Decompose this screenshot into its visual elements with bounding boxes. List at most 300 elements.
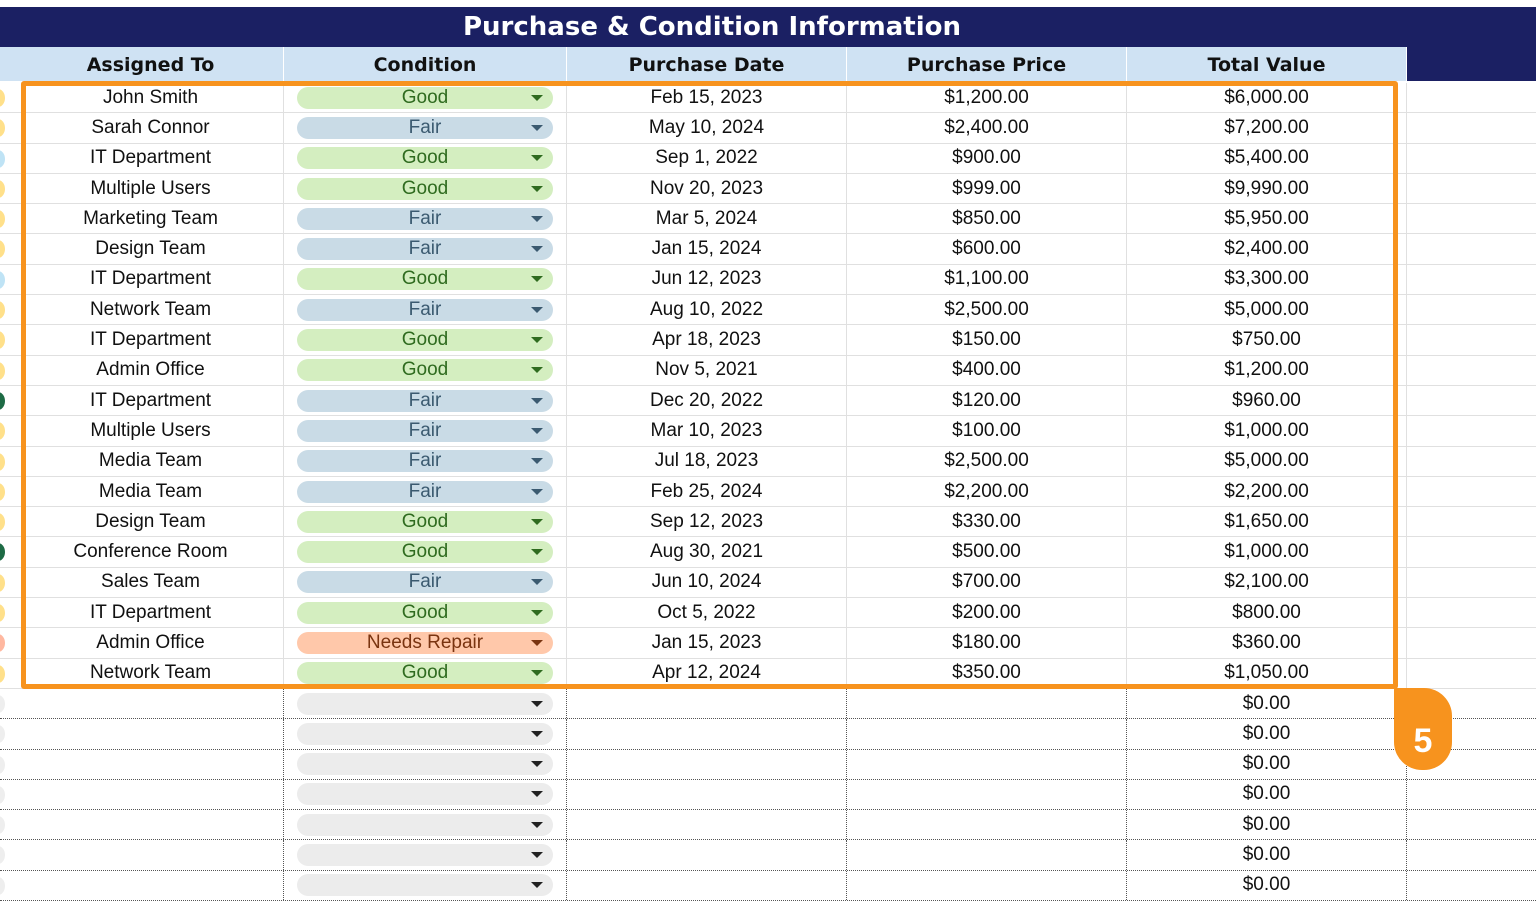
cell-condition[interactable]	[284, 204, 567, 233]
condition-dropdown[interactable]	[297, 662, 553, 684]
dropdown-caret-icon[interactable]	[531, 610, 543, 616]
header-assigned-to[interactable]: Assigned To	[18, 47, 284, 81]
cell-purchase-date[interactable]	[567, 871, 847, 900]
row-gutter	[0, 144, 18, 173]
cell-assigned-to[interactable]: Sales Team	[18, 568, 284, 597]
cell-total-value[interactable]: $5,000.00	[1127, 447, 1407, 476]
table-row	[0, 659, 1536, 689]
row-gutter	[0, 871, 18, 900]
dropdown-caret-icon[interactable]	[531, 186, 543, 192]
cell-total-value[interactable]: $2,400.00	[1127, 234, 1407, 263]
cell-purchase-price[interactable]: $2,200.00	[847, 477, 1127, 506]
condition-dropdown[interactable]	[297, 208, 553, 230]
cell-condition[interactable]	[284, 810, 567, 839]
row-status-dot	[0, 786, 5, 804]
cell-purchase-date[interactable]: Dec 20, 2022	[567, 386, 847, 415]
cell-total-value[interactable]: $1,000.00	[1127, 416, 1407, 445]
cell-total-value[interactable]: $2,200.00	[1127, 477, 1407, 506]
cell-total-value[interactable]: $750.00	[1127, 325, 1407, 354]
cell-assigned-to[interactable]	[18, 871, 284, 900]
cell-purchase-date[interactable]	[567, 750, 847, 779]
cell-assigned-to[interactable]: IT Department	[18, 325, 284, 354]
cell-total-value[interactable]: $1,050.00	[1127, 659, 1407, 688]
cell-assigned-to[interactable]	[18, 689, 284, 718]
table-row	[0, 568, 1536, 598]
cell-purchase-price[interactable]	[847, 810, 1127, 839]
cell-assigned-to[interactable]: Multiple Users	[18, 416, 284, 445]
cell-assigned-to[interactable]	[18, 810, 284, 839]
cell-extra[interactable]	[1407, 507, 1536, 536]
row-gutter	[0, 477, 18, 506]
condition-value: Good	[401, 541, 449, 563]
cell-assigned-to[interactable]: Media Team	[18, 447, 284, 476]
header-purchase-price[interactable]: Purchase Price	[847, 47, 1127, 81]
cell-extra[interactable]	[1407, 659, 1536, 688]
dropdown-caret-icon[interactable]	[531, 307, 543, 313]
condition-dropdown[interactable]	[297, 511, 553, 533]
table-row	[0, 537, 1536, 567]
condition-dropdown[interactable]	[297, 723, 553, 745]
cell-assigned-to[interactable]: Sarah Connor	[18, 113, 284, 142]
cell-purchase-price[interactable]: $400.00	[847, 356, 1127, 385]
cell-total-value[interactable]: $0.00	[1127, 780, 1407, 809]
cell-condition[interactable]	[284, 174, 567, 203]
cell-total-value[interactable]: $2,100.00	[1127, 568, 1407, 597]
cell-purchase-date[interactable]: Jan 15, 2024	[567, 234, 847, 263]
condition-dropdown[interactable]	[297, 238, 553, 260]
cell-purchase-date[interactable]: Feb 25, 2024	[567, 477, 847, 506]
condition-dropdown[interactable]	[297, 571, 553, 593]
condition-value: Good	[401, 86, 449, 108]
dropdown-caret-icon[interactable]	[531, 640, 543, 646]
cell-extra[interactable]	[1407, 477, 1536, 506]
condition-dropdown[interactable]	[297, 753, 553, 775]
cell-condition[interactable]	[284, 719, 567, 748]
cell-total-value[interactable]: $9,990.00	[1127, 174, 1407, 203]
cell-assigned-to[interactable]	[18, 780, 284, 809]
cell-purchase-price[interactable]	[847, 780, 1127, 809]
cell-purchase-price[interactable]: $1,100.00	[847, 265, 1127, 294]
cell-extra[interactable]	[1407, 416, 1536, 445]
condition-value: Needs Repair	[366, 631, 484, 653]
cell-condition[interactable]	[284, 659, 567, 688]
row-status-dot	[0, 846, 5, 864]
cell-extra[interactable]	[1407, 265, 1536, 294]
cell-condition[interactable]	[284, 447, 567, 476]
cell-condition[interactable]	[284, 265, 567, 294]
row-status-dot	[0, 89, 5, 107]
row-gutter	[0, 840, 18, 869]
cell-total-value[interactable]: $5,000.00	[1127, 295, 1407, 324]
row-status-dot	[0, 816, 5, 834]
cell-purchase-price[interactable]: $180.00	[847, 628, 1127, 657]
condition-value: Good	[401, 601, 449, 623]
cell-condition[interactable]	[284, 386, 567, 415]
row-status-dot	[0, 634, 5, 652]
cell-total-value[interactable]: $6,000.00	[1127, 83, 1407, 112]
cell-purchase-date[interactable]: Jun 10, 2024	[567, 568, 847, 597]
cell-extra[interactable]	[1407, 628, 1536, 657]
cell-condition[interactable]	[284, 871, 567, 900]
cell-purchase-date[interactable]: Oct 5, 2022	[567, 598, 847, 627]
table-row	[0, 628, 1536, 658]
condition-value: Fair	[408, 238, 442, 260]
dropdown-caret-icon[interactable]	[531, 822, 543, 828]
cell-purchase-price[interactable]: $900.00	[847, 144, 1127, 173]
right-header-fill	[1406, 7, 1536, 81]
cell-purchase-date[interactable]: Jun 12, 2023	[567, 265, 847, 294]
condition-value: Good	[401, 359, 449, 381]
cell-condition[interactable]	[284, 628, 567, 657]
dropdown-caret-icon[interactable]	[531, 791, 543, 797]
row-status-dot	[0, 150, 5, 168]
cell-total-value[interactable]: $960.00	[1127, 386, 1407, 415]
dropdown-caret-icon[interactable]	[531, 701, 543, 707]
condition-dropdown[interactable]	[297, 783, 553, 805]
cell-total-value[interactable]: $0.00	[1127, 840, 1407, 869]
row-gutter	[0, 416, 18, 445]
cell-extra[interactable]	[1407, 447, 1536, 476]
cell-extra[interactable]	[1407, 537, 1536, 566]
condition-dropdown[interactable]	[297, 147, 553, 169]
dropdown-caret-icon[interactable]	[531, 367, 543, 373]
condition-dropdown[interactable]	[297, 420, 553, 442]
cell-purchase-date[interactable]: Jan 15, 2023	[567, 628, 847, 657]
dropdown-caret-icon[interactable]	[531, 337, 543, 343]
empty-table-row	[0, 750, 1536, 780]
condition-value: Fair	[408, 571, 442, 593]
cell-purchase-date[interactable]	[567, 810, 847, 839]
cell-total-value[interactable]: $5,400.00	[1127, 144, 1407, 173]
condition-dropdown[interactable]	[297, 844, 553, 866]
dropdown-caret-icon[interactable]	[531, 549, 543, 555]
table-row	[0, 174, 1536, 204]
condition-dropdown[interactable]	[297, 359, 553, 381]
cell-purchase-date[interactable]: May 10, 2024	[567, 113, 847, 142]
cell-condition[interactable]	[284, 356, 567, 385]
table-row	[0, 477, 1536, 507]
table-row	[0, 386, 1536, 416]
dropdown-caret-icon[interactable]	[531, 276, 543, 282]
cell-assigned-to[interactable]: Network Team	[18, 295, 284, 324]
cell-condition[interactable]	[284, 507, 567, 536]
empty-table-row	[0, 871, 1536, 901]
cell-purchase-date[interactable]: Nov 5, 2021	[567, 356, 847, 385]
cell-total-value[interactable]: $1,200.00	[1127, 356, 1407, 385]
cell-assigned-to[interactable]: IT Department	[18, 598, 284, 627]
dropdown-caret-icon[interactable]	[531, 428, 543, 434]
row-status-dot	[0, 240, 5, 258]
row-gutter	[0, 719, 18, 748]
cell-assigned-to[interactable]	[18, 719, 284, 748]
cell-assigned-to[interactable]: Design Team	[18, 234, 284, 263]
left-edge-subheader	[0, 47, 18, 81]
cell-assigned-to[interactable]: Design Team	[18, 507, 284, 536]
condition-dropdown[interactable]	[297, 481, 553, 503]
cell-purchase-date[interactable]	[567, 719, 847, 748]
condition-dropdown[interactable]	[297, 814, 553, 836]
cell-extra[interactable]	[1407, 174, 1536, 203]
cell-extra[interactable]	[1407, 204, 1536, 233]
condition-value: Good	[401, 329, 449, 351]
dropdown-caret-icon[interactable]	[531, 246, 543, 252]
cell-condition[interactable]	[284, 83, 567, 112]
row-gutter	[0, 234, 18, 263]
cell-purchase-date[interactable]	[567, 840, 847, 869]
cell-extra[interactable]	[1407, 598, 1536, 627]
row-gutter	[0, 659, 18, 688]
row-gutter	[0, 325, 18, 354]
row-status-dot	[0, 180, 5, 198]
cell-purchase-date[interactable]: Apr 18, 2023	[567, 325, 847, 354]
dropdown-caret-icon[interactable]	[531, 579, 543, 585]
cell-assigned-to[interactable]: Admin Office	[18, 356, 284, 385]
row-status-dot	[0, 756, 5, 774]
empty-table-row	[0, 719, 1536, 749]
cell-purchase-price[interactable]	[847, 871, 1127, 900]
dropdown-caret-icon[interactable]	[531, 95, 543, 101]
row-gutter	[0, 204, 18, 233]
cell-total-value[interactable]: $0.00	[1127, 750, 1407, 779]
cell-total-value[interactable]: $0.00	[1127, 719, 1407, 748]
condition-dropdown[interactable]	[297, 390, 553, 412]
cell-total-value[interactable]: $0.00	[1127, 689, 1407, 718]
condition-dropdown[interactable]	[297, 450, 553, 472]
cell-extra[interactable]	[1407, 568, 1536, 597]
cell-purchase-price[interactable]: $150.00	[847, 325, 1127, 354]
cell-condition[interactable]	[284, 689, 567, 718]
dropdown-caret-icon[interactable]	[531, 458, 543, 464]
row-status-dot	[0, 483, 5, 501]
row-gutter	[0, 537, 18, 566]
cell-total-value[interactable]: $0.00	[1127, 871, 1407, 900]
cell-total-value[interactable]: $1,650.00	[1127, 507, 1407, 536]
cell-condition[interactable]	[284, 477, 567, 506]
condition-dropdown[interactable]	[297, 87, 553, 109]
cell-total-value[interactable]: $3,300.00	[1127, 265, 1407, 294]
cell-purchase-price[interactable]: $330.00	[847, 507, 1127, 536]
cell-purchase-date[interactable]: Apr 12, 2024	[567, 659, 847, 688]
row-status-dot	[0, 362, 5, 380]
row-gutter	[0, 83, 18, 112]
table-row	[0, 447, 1536, 477]
condition-value: Good	[401, 268, 449, 290]
empty-table-row	[0, 840, 1536, 870]
cell-purchase-price[interactable]	[847, 689, 1127, 718]
cell-extra[interactable]	[1407, 144, 1536, 173]
step-badge: 5	[1394, 688, 1452, 770]
cell-condition[interactable]	[284, 780, 567, 809]
cell-purchase-price[interactable]: $600.00	[847, 234, 1127, 263]
cell-purchase-price[interactable]: $100.00	[847, 416, 1127, 445]
table-row	[0, 234, 1536, 264]
cell-purchase-price[interactable]: $700.00	[847, 568, 1127, 597]
cell-purchase-price[interactable]: $999.00	[847, 174, 1127, 203]
cell-extra[interactable]	[1407, 780, 1536, 809]
dropdown-caret-icon[interactable]	[531, 155, 543, 161]
condition-dropdown[interactable]	[297, 632, 553, 654]
condition-dropdown[interactable]	[297, 299, 553, 321]
cell-assigned-to[interactable]: IT Department	[18, 265, 284, 294]
cell-purchase-price[interactable]: $2,400.00	[847, 113, 1127, 142]
cell-extra[interactable]	[1407, 356, 1536, 385]
condition-dropdown[interactable]	[297, 178, 553, 200]
column-header-row	[18, 47, 1407, 81]
cell-purchase-date[interactable]	[567, 689, 847, 718]
cell-purchase-price[interactable]: $200.00	[847, 598, 1127, 627]
cell-purchase-date[interactable]: Aug 10, 2022	[567, 295, 847, 324]
cell-purchase-date[interactable]: Jul 18, 2023	[567, 447, 847, 476]
row-gutter	[0, 780, 18, 809]
cell-extra[interactable]	[1407, 840, 1536, 869]
condition-dropdown[interactable]	[297, 329, 553, 351]
table-row	[0, 325, 1536, 355]
condition-dropdown[interactable]	[297, 117, 553, 139]
dropdown-caret-icon[interactable]	[531, 489, 543, 495]
cell-extra[interactable]	[1407, 234, 1536, 263]
condition-dropdown[interactable]	[297, 874, 553, 896]
cell-purchase-date[interactable]: Mar 5, 2024	[567, 204, 847, 233]
header-purchase-date[interactable]: Purchase Date	[567, 47, 847, 81]
cell-total-value[interactable]: $360.00	[1127, 628, 1407, 657]
cell-purchase-price[interactable]: $2,500.00	[847, 447, 1127, 476]
cell-purchase-price[interactable]: $2,500.00	[847, 295, 1127, 324]
cell-total-value[interactable]: $5,950.00	[1127, 204, 1407, 233]
cell-condition[interactable]	[284, 416, 567, 445]
empty-table-row	[0, 780, 1536, 810]
cell-assigned-to[interactable]: IT Department	[18, 386, 284, 415]
cell-condition[interactable]	[284, 325, 567, 354]
cell-assigned-to[interactable]: John Smith	[18, 83, 284, 112]
cell-condition[interactable]	[284, 144, 567, 173]
row-status-dot	[0, 725, 5, 743]
cell-purchase-date[interactable]: Sep 12, 2023	[567, 507, 847, 536]
row-status-dot	[0, 271, 5, 289]
row-status-dot	[0, 604, 5, 622]
cell-condition[interactable]	[284, 113, 567, 142]
cell-purchase-date[interactable]	[567, 780, 847, 809]
cell-condition[interactable]	[284, 598, 567, 627]
condition-value: Good	[401, 662, 449, 684]
dropdown-caret-icon[interactable]	[531, 731, 543, 737]
dropdown-caret-icon[interactable]	[531, 882, 543, 888]
row-gutter	[0, 598, 18, 627]
cell-condition[interactable]	[284, 234, 567, 263]
cell-purchase-price[interactable]: $850.00	[847, 204, 1127, 233]
cell-condition[interactable]	[284, 568, 567, 597]
cell-assigned-to[interactable]	[18, 840, 284, 869]
condition-dropdown[interactable]	[297, 693, 553, 715]
header-total-value[interactable]: Total Value	[1127, 47, 1407, 81]
cell-extra[interactable]	[1407, 386, 1536, 415]
cell-purchase-date[interactable]: Mar 10, 2023	[567, 416, 847, 445]
cell-total-value[interactable]: $7,200.00	[1127, 113, 1407, 142]
cell-extra[interactable]	[1407, 810, 1536, 839]
condition-dropdown[interactable]	[297, 268, 553, 290]
cell-extra[interactable]	[1407, 83, 1536, 112]
row-status-dot	[0, 119, 5, 137]
cell-purchase-date[interactable]: Sep 1, 2022	[567, 144, 847, 173]
cell-total-value[interactable]: $0.00	[1127, 810, 1407, 839]
cell-extra[interactable]	[1407, 871, 1536, 900]
dropdown-caret-icon[interactable]	[531, 398, 543, 404]
cell-assigned-to[interactable]: Multiple Users	[18, 174, 284, 203]
cell-assigned-to[interactable]: IT Department	[18, 144, 284, 173]
cell-purchase-price[interactable]: $500.00	[847, 537, 1127, 566]
cell-extra[interactable]	[1407, 113, 1536, 142]
table-row	[0, 507, 1536, 537]
dropdown-caret-icon[interactable]	[531, 216, 543, 222]
cell-total-value[interactable]: $1,000.00	[1127, 537, 1407, 566]
row-status-dot	[0, 543, 5, 561]
cell-assigned-to[interactable]: Network Team	[18, 659, 284, 688]
table-row	[0, 113, 1536, 143]
table-row	[0, 598, 1536, 628]
row-status-dot	[0, 422, 5, 440]
cell-extra[interactable]	[1407, 325, 1536, 354]
cell-purchase-price[interactable]: $1,200.00	[847, 83, 1127, 112]
cell-purchase-price[interactable]	[847, 719, 1127, 748]
dropdown-caret-icon[interactable]	[531, 670, 543, 676]
dropdown-caret-icon[interactable]	[531, 852, 543, 858]
row-gutter	[0, 810, 18, 839]
cell-condition[interactable]	[284, 840, 567, 869]
dropdown-caret-icon[interactable]	[531, 761, 543, 767]
cell-assigned-to[interactable]: Marketing Team	[18, 204, 284, 233]
row-status-dot	[0, 392, 5, 410]
header-condition[interactable]: Condition	[284, 47, 567, 81]
cell-purchase-price[interactable]: $120.00	[847, 386, 1127, 415]
dropdown-caret-icon[interactable]	[531, 125, 543, 131]
condition-value: Fair	[408, 389, 442, 411]
cell-condition[interactable]	[284, 295, 567, 324]
cell-extra[interactable]	[1407, 295, 1536, 324]
cell-purchase-price[interactable]: $350.00	[847, 659, 1127, 688]
cell-assigned-to[interactable]: Admin Office	[18, 628, 284, 657]
cell-total-value[interactable]: $800.00	[1127, 598, 1407, 627]
row-gutter	[0, 689, 18, 718]
cell-condition[interactable]	[284, 537, 567, 566]
cell-assigned-to[interactable]	[18, 750, 284, 779]
cell-purchase-price[interactable]	[847, 750, 1127, 779]
table-row	[0, 83, 1536, 113]
condition-dropdown[interactable]	[297, 541, 553, 563]
cell-assigned-to[interactable]: Conference Room	[18, 537, 284, 566]
cell-purchase-price[interactable]	[847, 840, 1127, 869]
row-gutter	[0, 750, 18, 779]
cell-purchase-date[interactable]: Feb 15, 2023	[567, 83, 847, 112]
table-row	[0, 295, 1536, 325]
dropdown-caret-icon[interactable]	[531, 519, 543, 525]
cell-assigned-to[interactable]: Media Team	[18, 477, 284, 506]
row-gutter	[0, 628, 18, 657]
table-row	[0, 265, 1536, 295]
row-gutter	[0, 447, 18, 476]
cell-purchase-date[interactable]: Aug 30, 2021	[567, 537, 847, 566]
row-gutter	[0, 507, 18, 536]
empty-table-row	[0, 689, 1536, 719]
row-gutter	[0, 113, 18, 142]
cell-condition[interactable]	[284, 750, 567, 779]
row-gutter	[0, 174, 18, 203]
condition-value: Good	[401, 510, 449, 532]
row-status-dot	[0, 301, 5, 319]
condition-dropdown[interactable]	[297, 602, 553, 624]
row-gutter	[0, 386, 18, 415]
cell-purchase-date[interactable]: Nov 20, 2023	[567, 174, 847, 203]
condition-value: Fair	[408, 480, 442, 502]
condition-value: Fair	[408, 419, 442, 441]
